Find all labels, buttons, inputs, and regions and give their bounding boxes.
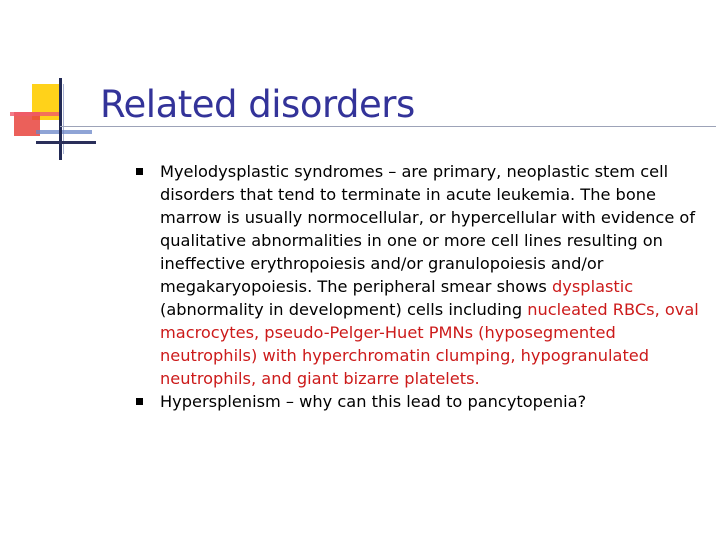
decor-horizontal-line (36, 141, 96, 144)
slide-title: Related disorders (100, 83, 415, 126)
bullet-myelodysplastic (136, 160, 710, 390)
decor-red-bar (10, 112, 60, 116)
bullet-text-emphasis-cells: nucleated RBCs, oval macrocytes, pseudo-Pelger-Huet PMNs (hyposegmented neutrophils) with hyperchromatin clumping, hypogranulated neutrophils, and giant bizarre platelets. (160, 300, 699, 388)
bullet-text: Hypersplenism – why can this lead to pancytopenia? (160, 392, 587, 411)
bullet-square-icon (136, 168, 143, 175)
bullet-text-mid: (abnormality in development) cells including (160, 300, 528, 319)
decor-vertical-line (59, 78, 62, 160)
bullet-list (136, 160, 710, 413)
bullet-text-emphasis-dysplastic: dysplastic (552, 277, 634, 296)
bullet-text-lead: Myelodysplastic syndromes – are primary, neoplastic stem cell disorders that tend to terminate in acute leukemia. The bone marrow is usually normocellular, or hypercellular with evidence of qualitative abnormalities in one or more cell lines resulting on ineffective erythropoiesis and/or granulopoiesis and/or megakaryopoiesis. The peripheral smear shows (160, 162, 696, 296)
bullet-hypersplenism (136, 390, 710, 413)
bullet-square-icon (136, 398, 143, 405)
decor-blue-bar (36, 130, 92, 134)
title-underline-rule (60, 126, 716, 127)
